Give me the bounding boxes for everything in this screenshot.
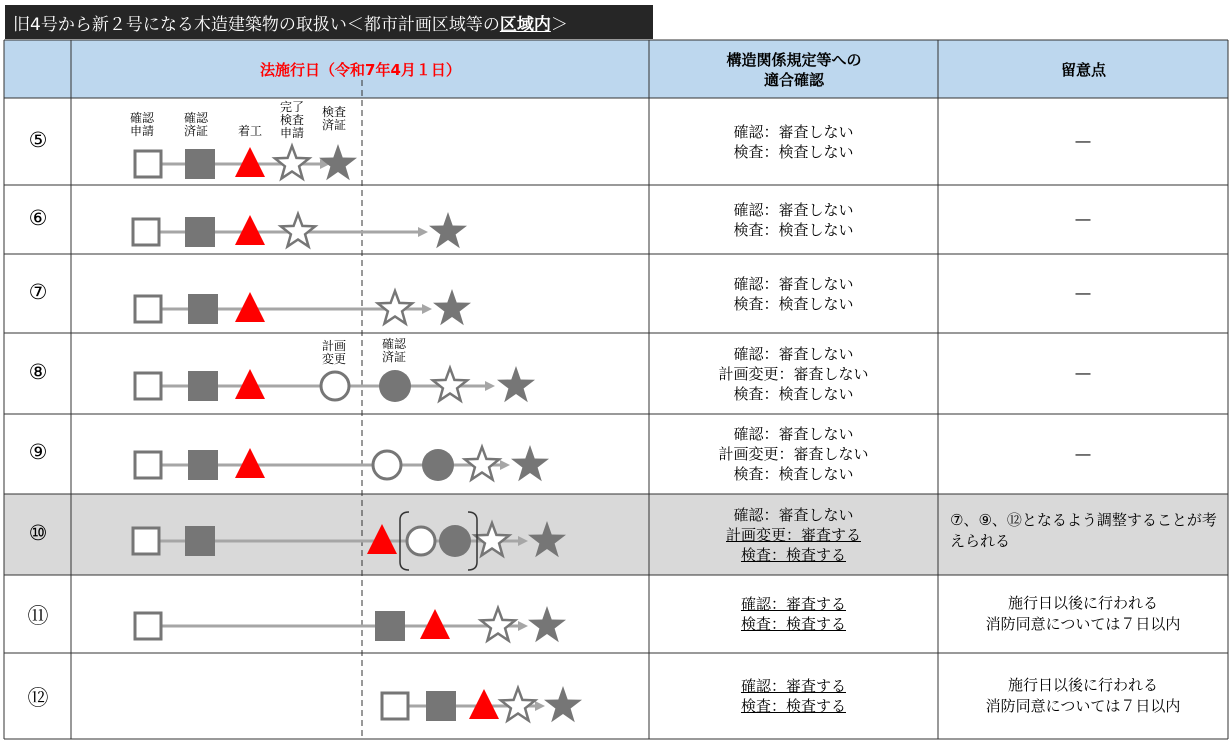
- label-line: 済証: [321, 118, 346, 132]
- note-cell: ⑦、⑨、⑫となるよう調整することが考えられる: [950, 511, 1217, 550]
- filled-square-marker: [188, 294, 218, 324]
- row-number: ⑪: [27, 604, 49, 628]
- conformity-check-line: 計画変更：審査する: [725, 525, 861, 544]
- filled-star-marker: [319, 144, 357, 180]
- label-line: 計画: [321, 339, 346, 353]
- open-star-marker: [481, 608, 515, 641]
- conformity-check-line: 検査：検査する: [740, 615, 846, 633]
- label-line: 確認: [129, 111, 154, 125]
- open-circle-marker: [321, 372, 349, 400]
- open-square-marker: [135, 373, 161, 399]
- label-line: 申請: [279, 126, 304, 140]
- row-number: ⑤: [28, 127, 48, 152]
- note-cell: [938, 283, 1228, 304]
- title-prefix: 旧4号から新２号になる木造建築物の取扱い＜都市計画区域等の: [13, 14, 500, 35]
- conformity-check-cell: [649, 424, 938, 484]
- conformity-check-line: 確認：審査しない: [733, 122, 854, 141]
- arrow-head: [518, 621, 528, 631]
- note-cell: [938, 131, 1228, 152]
- triangle-marker: [235, 448, 265, 478]
- label-construction-start: [230, 125, 270, 138]
- row-number: ⑩: [28, 520, 48, 545]
- filled-star-marker: [429, 212, 467, 248]
- open-square-marker: [135, 151, 161, 177]
- filled-square-marker: [375, 611, 405, 641]
- label-completion-inspection-application: [272, 101, 312, 140]
- open-star-marker: [378, 291, 412, 324]
- conformity-check-cell: [649, 505, 938, 565]
- label-line: 申請: [129, 124, 154, 138]
- conformity-check-line: 確認：審査しない: [733, 200, 854, 219]
- filled-star-marker: [433, 289, 471, 325]
- label-line: 検査: [321, 105, 346, 119]
- note-line: ―: [1075, 132, 1091, 150]
- conformity-check-line: 確認：審査しない: [733, 425, 854, 443]
- triangle-marker: [235, 147, 265, 177]
- conformity-check-cell: [649, 344, 938, 404]
- filled-circle-marker: [379, 370, 411, 402]
- arrow-head: [535, 701, 545, 711]
- triangle-marker: [420, 609, 450, 639]
- conformity-check-line: 検査：検査しない: [733, 294, 854, 313]
- open-square-marker: [133, 219, 159, 245]
- triangle-marker: [469, 689, 499, 719]
- label-confirmation-application: [122, 112, 162, 138]
- arrow-head: [485, 381, 495, 391]
- note-line: ―: [1075, 444, 1091, 463]
- note-line: ―: [1075, 284, 1091, 302]
- conformity-check-cell: [649, 594, 938, 634]
- header-conformity-line2: 適合確認: [763, 71, 824, 89]
- label-line: 完了: [279, 100, 304, 114]
- note-line: 消防同意については７日以内: [985, 615, 1181, 633]
- conformity-check-line: 検査：検査しない: [733, 384, 854, 403]
- label-confirmation-certificate-2: [374, 338, 414, 364]
- conformity-check-line: 検査：検査する: [740, 697, 846, 715]
- open-star-marker: [281, 214, 315, 247]
- filled-square-marker: [185, 526, 215, 556]
- conformity-check-cell: [649, 122, 938, 162]
- conformity-check-line: 確認：審査しない: [733, 274, 854, 293]
- conformity-check-cell: [649, 200, 938, 240]
- label-line: 確認: [183, 111, 208, 125]
- filled-square-marker: [426, 691, 456, 721]
- row-number: ⑨: [28, 440, 48, 464]
- open-square-marker: [135, 452, 161, 478]
- filled-star-marker: [511, 445, 549, 481]
- row-number: ⑦: [28, 279, 48, 304]
- open-star-marker: [433, 368, 467, 401]
- filled-square-marker: [188, 371, 218, 401]
- conformity-check-line: 確認：審査する: [740, 595, 846, 613]
- label-plan-change: [314, 340, 354, 366]
- label-line: 着工: [237, 124, 262, 138]
- conformity-check-line: 確認：審査しない: [733, 505, 854, 524]
- triangle-marker: [235, 292, 265, 322]
- label-inspection-certificate: [314, 106, 354, 132]
- note-cell: [938, 593, 1228, 635]
- conformity-check-line: 確認：審査しない: [733, 344, 854, 363]
- arrow-head: [418, 227, 428, 237]
- header-conformity-line1: 構造関係規定等への: [726, 51, 862, 69]
- row-number: ⑧: [28, 359, 48, 384]
- note-line: ―: [1075, 364, 1091, 382]
- conformity-check-line: 検査：検査する: [740, 545, 846, 564]
- note-line: ―: [1075, 210, 1091, 228]
- note-cell: [938, 209, 1228, 230]
- conformity-check-line: 計画変更：審査しない: [718, 445, 869, 463]
- triangle-marker: [235, 215, 265, 245]
- open-star-marker: [275, 146, 309, 179]
- conformity-check-line: 検査：検査しない: [733, 465, 854, 483]
- note-cell: [938, 675, 1228, 717]
- open-circle-marker: [407, 527, 435, 555]
- filled-square-marker: [185, 149, 215, 179]
- filled-circle-marker: [422, 449, 454, 481]
- open-circle-marker: [373, 451, 401, 479]
- arrow-head: [500, 460, 510, 470]
- header-conformity: [650, 50, 938, 90]
- filled-star-marker: [544, 686, 582, 722]
- conformity-check-line: 確認：審査する: [740, 677, 846, 695]
- conformity-check-line: 検査：検査しない: [733, 142, 854, 161]
- note-cell: [938, 444, 1228, 465]
- open-square-marker: [133, 528, 159, 554]
- title-emphasis: 区域内: [499, 14, 551, 35]
- open-star-marker: [465, 447, 499, 480]
- open-square-marker: [135, 613, 161, 639]
- open-square-marker: [382, 693, 408, 719]
- filled-square-marker: [185, 217, 215, 247]
- open-square-marker: [135, 296, 161, 322]
- triangle-marker: [235, 369, 265, 399]
- title-suffix: ＞: [550, 14, 568, 35]
- conformity-check-line: 計画変更：審査しない: [718, 364, 869, 383]
- conformity-check-line: 検査：検査しない: [733, 220, 854, 239]
- label-line: 検査: [279, 113, 304, 127]
- note-line: 施行日以後に行われる: [1007, 594, 1158, 612]
- filled-square-marker: [188, 450, 218, 480]
- header-enforcement-date: 法施行日（令和7年4月１日）: [260, 61, 461, 79]
- conformity-check-cell: [649, 676, 938, 716]
- row-number: ⑫: [27, 686, 49, 710]
- label-line: 済証: [183, 124, 208, 138]
- header-notes: 留意点: [1060, 61, 1106, 79]
- label-line: 確認: [381, 337, 406, 351]
- row-number: ⑥: [28, 205, 48, 230]
- note-line: 消防同意については７日以内: [985, 697, 1181, 715]
- arrow-head: [422, 304, 432, 314]
- open-star-marker: [501, 688, 535, 721]
- label-confirmation-certificate: [176, 112, 216, 138]
- filled-star-marker: [497, 366, 535, 402]
- note-line: 施行日以後に行われる: [1007, 676, 1158, 694]
- label-line: 変更: [321, 352, 346, 366]
- note-cell: [938, 363, 1228, 384]
- conformity-check-cell: [649, 274, 938, 314]
- label-line: 済証: [381, 350, 406, 364]
- filled-circle-marker: [439, 525, 471, 557]
- filled-star-marker: [528, 606, 566, 642]
